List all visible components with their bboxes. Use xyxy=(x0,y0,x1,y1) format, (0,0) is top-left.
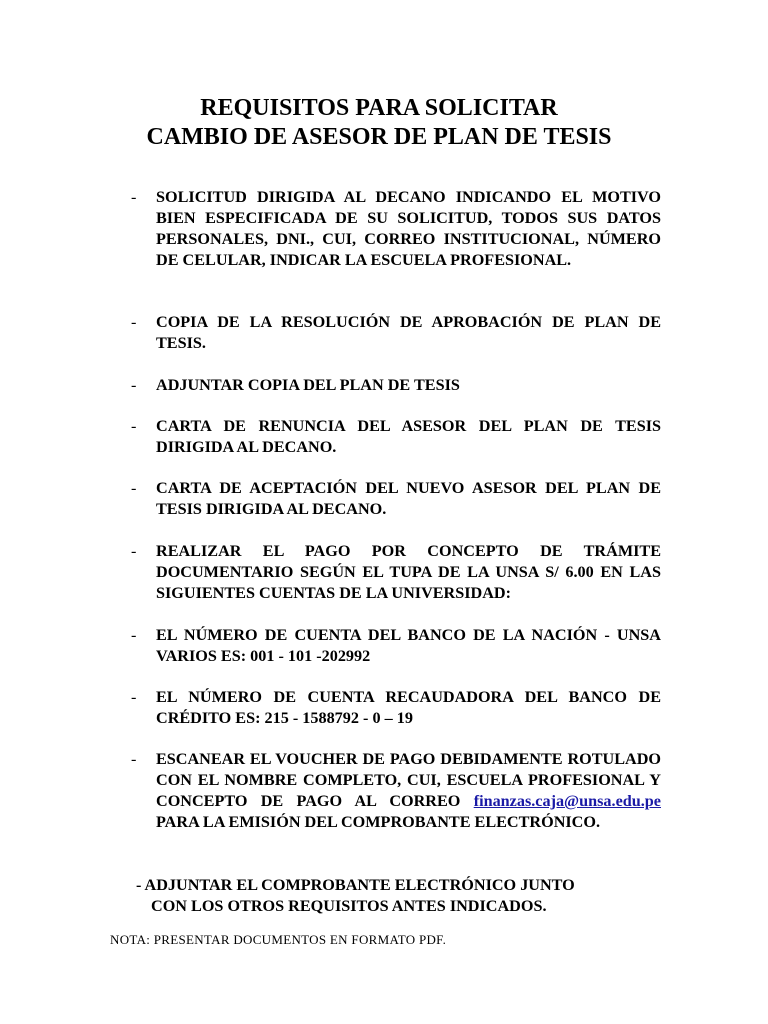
bullet-dash: - xyxy=(131,188,137,206)
email-link[interactable]: finanzas.caja@unsa.edu.pe xyxy=(473,792,661,810)
bullet-dash: - xyxy=(131,542,137,560)
requirement-item-6 xyxy=(131,541,661,604)
requirement-item-7 xyxy=(131,625,661,667)
requirement-text: REALIZAR EL PAGO POR CONCEPTO DE TRÁMITE DOCUMENTARIO SEGÚN EL TUPA DE LA UNSA S/ 6.00 EN LAS SIGUIENTES CUENTAS DE LA UNIVERSIDAD: xyxy=(156,542,661,602)
requirement-text: EL NÚMERO DE CUENTA RECAUDADORA DEL BANCO DE CRÉDITO ES: 215 - 1588792 - 0 – 19 xyxy=(156,688,661,727)
requirement-text: SOLICITUD DIRIGIDA AL DECANO INDICANDO EL MOTIVO BIEN ESPECIFICADA DE SU SOLICITUD, TODOS SUS DATOS PERSONALES, DNI., CUI, CORREO INSTITUCIONAL, NÚMERO DE CELULAR, INDICAR LA ESCUELA PROFESIONAL. xyxy=(156,188,661,269)
bullet-dash: - xyxy=(136,876,142,894)
requirement-text-before-email: ESCANEAR EL VOUCHER DE PAGO DEBIDAMENTE ROTULADO CON EL NOMBRE COMPLETO, CUI, ESCUELA PROFESIONAL Y CONCEPTO DE PAGO AL CORREO xyxy=(156,750,661,810)
requirement-item-9 xyxy=(131,749,661,833)
bullet-dash: - xyxy=(131,479,137,497)
requirement-text-line-2: CON LOS OTROS REQUISITOS ANTES INDICADOS. xyxy=(151,897,547,915)
requirement-text: CARTA DE RENUNCIA DEL ASESOR DEL PLAN DE TESIS DIRIGIDA AL DECANO. xyxy=(156,417,661,456)
bullet-dash: - xyxy=(131,688,137,706)
note-text: NOTA: PRESENTAR DOCUMENTOS EN FORMATO PDF. xyxy=(110,932,447,947)
bullet-dash: - xyxy=(131,376,137,394)
bullet-dash: - xyxy=(131,750,137,768)
requirement-text: ADJUNTAR COPIA DEL PLAN DE TESIS xyxy=(156,376,460,394)
title-line-1: REQUISITOS PARA SOLICITAR xyxy=(200,95,558,121)
bullet-dash: - xyxy=(131,313,137,331)
requirement-item-4 xyxy=(131,416,661,458)
requirement-item-2 xyxy=(131,312,661,354)
requirement-text: CARTA DE ACEPTACIÓN DEL NUEVO ASESOR DEL PLAN DE TESIS DIRIGIDA AL DECANO. xyxy=(156,479,661,518)
requirement-text xyxy=(156,749,661,833)
requirement-item-1 xyxy=(131,187,661,271)
bullet-dash: - xyxy=(131,626,137,644)
requirement-text-after-email: PARA LA EMISIÓN DEL COMPROBANTE ELECTRÓNICO. xyxy=(156,813,601,831)
requirement-item-5 xyxy=(131,478,661,520)
bullet-dash: - xyxy=(131,417,137,435)
requirement-text: EL NÚMERO DE CUENTA DEL BANCO DE LA NACIÓN - UNSA VARIOS ES: 001 - 101 -202992 xyxy=(156,626,661,665)
requirement-text-line-1: ADJUNTAR EL COMPROBANTE ELECTRÓNICO JUNTO xyxy=(144,876,575,894)
requirement-item-3 xyxy=(131,375,661,396)
title-line-2: CAMBIO DE ASESOR DE PLAN DE TESIS xyxy=(146,124,612,150)
requirement-item-10 xyxy=(136,875,575,917)
requirement-item-8 xyxy=(131,687,661,729)
requirement-text: COPIA DE LA RESOLUCIÓN DE APROBACIÓN DE PLAN DE TESIS. xyxy=(156,313,661,352)
